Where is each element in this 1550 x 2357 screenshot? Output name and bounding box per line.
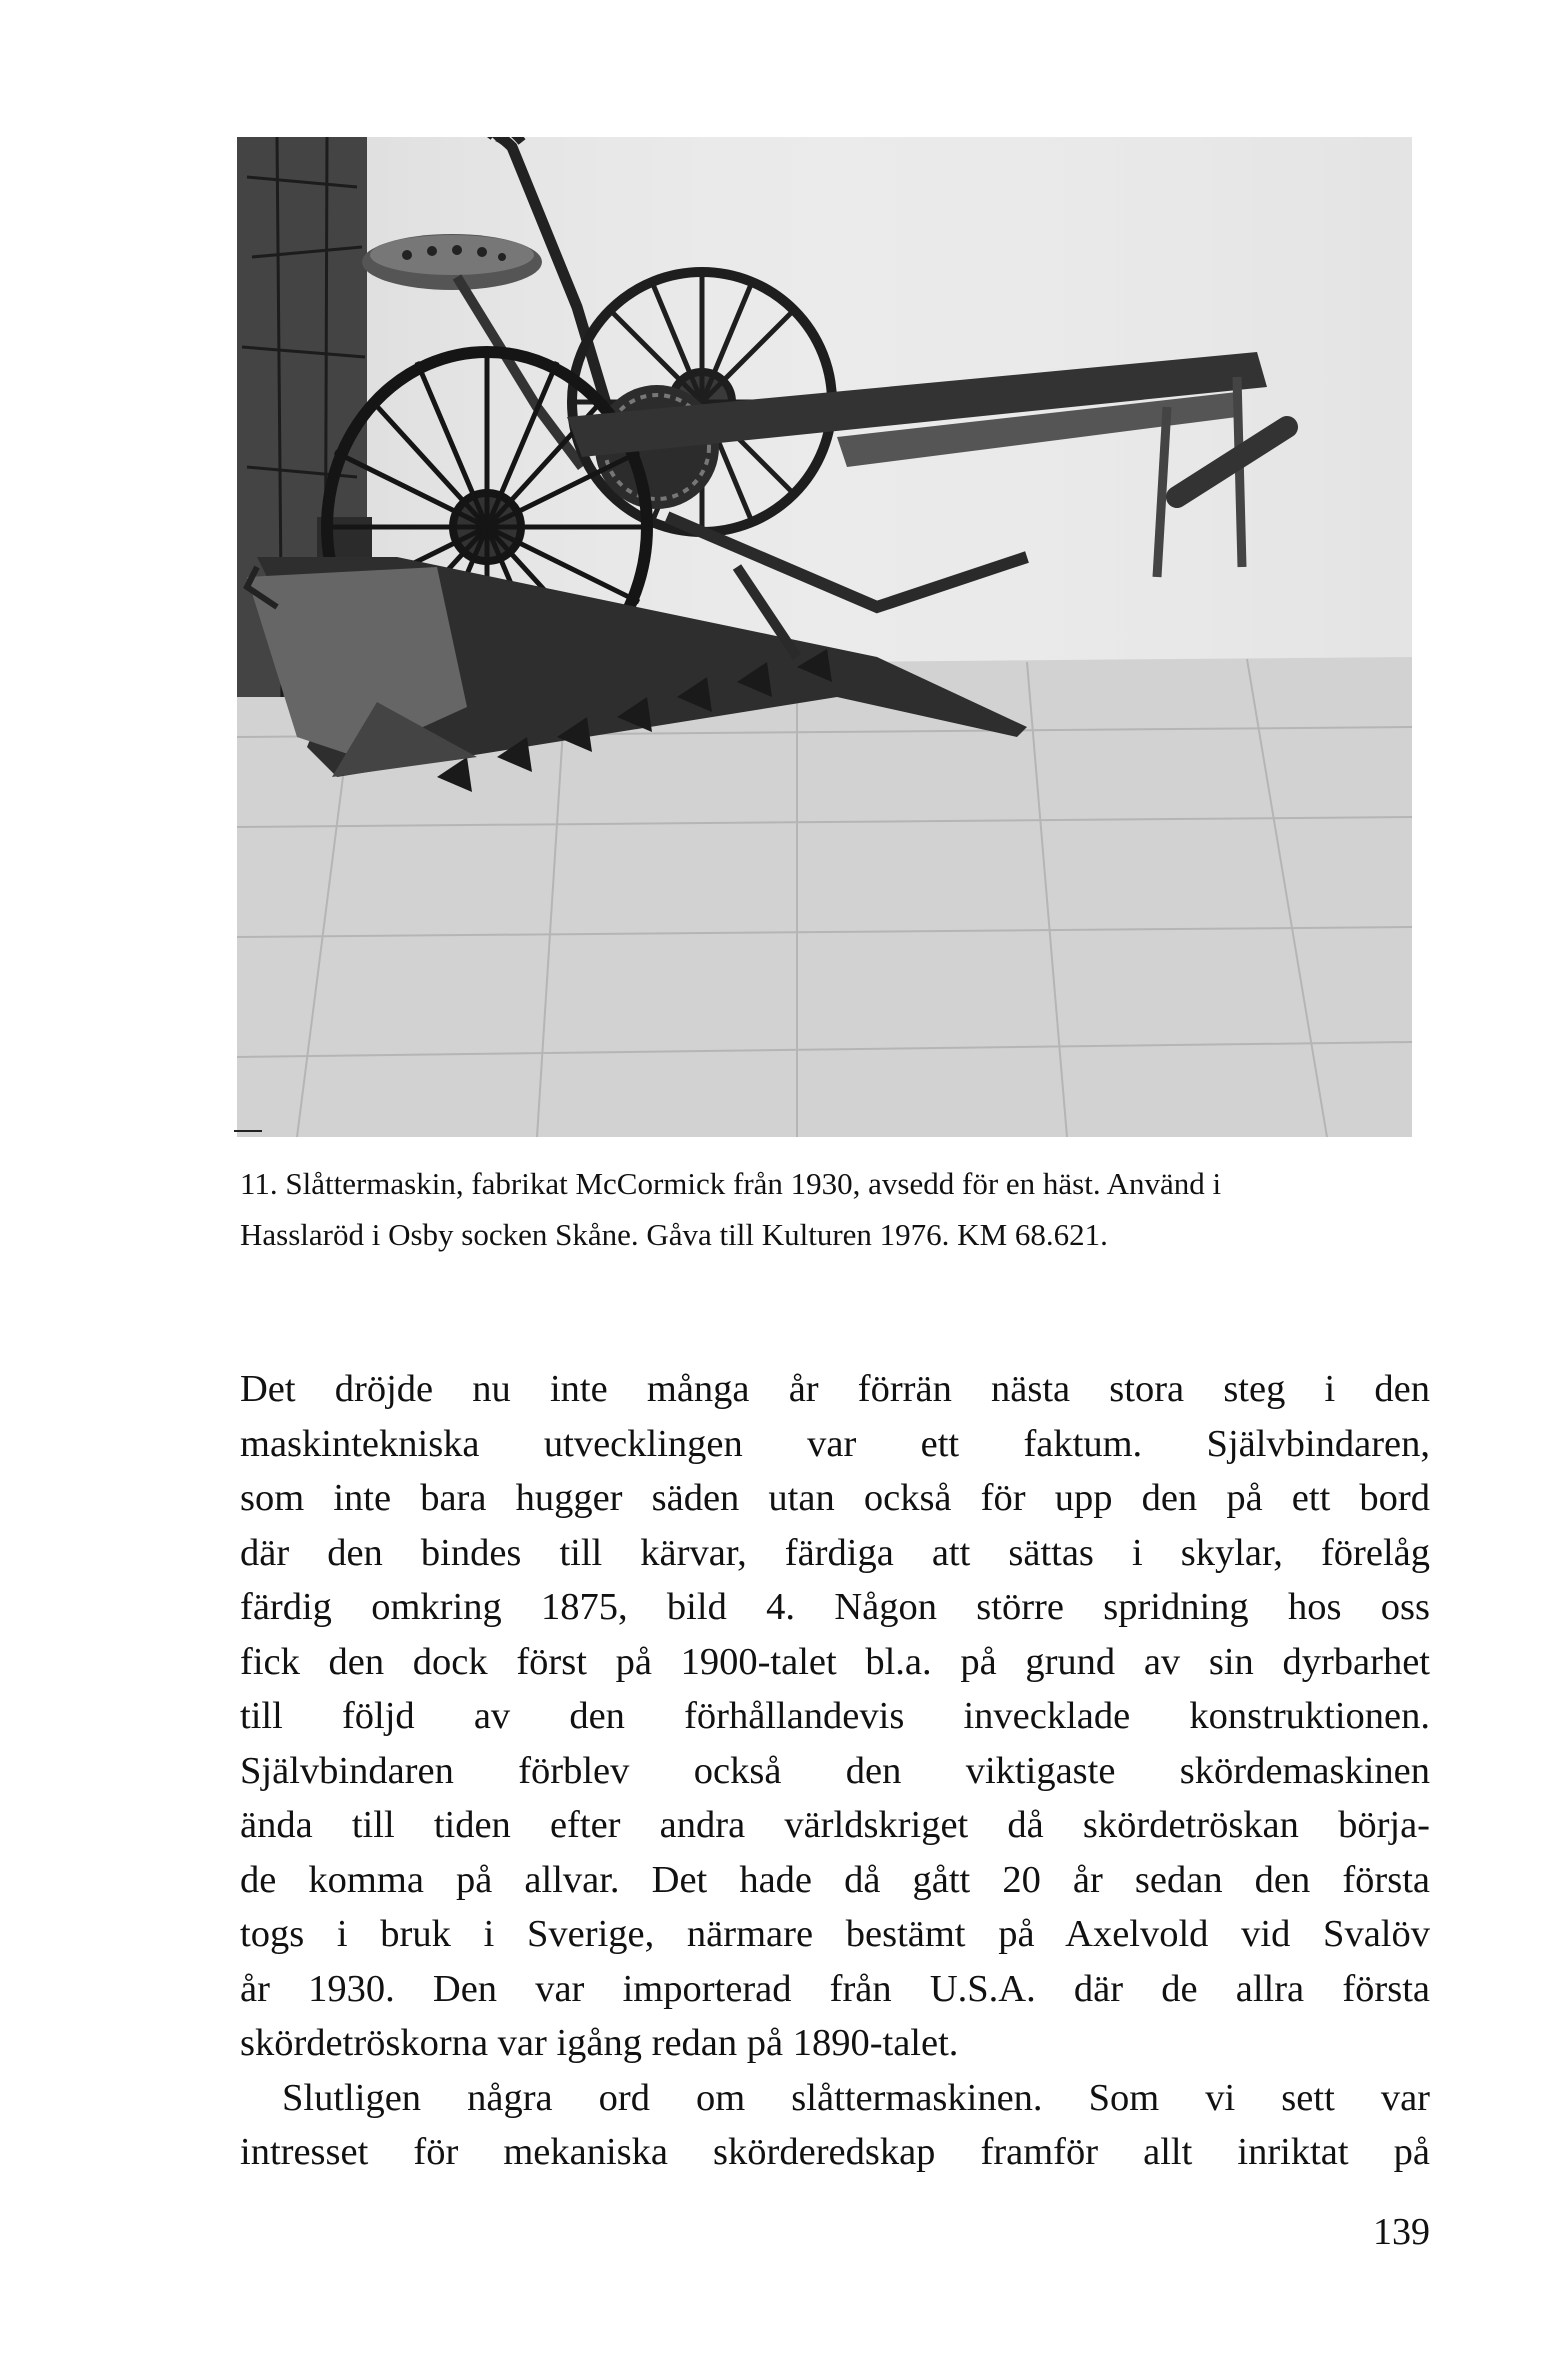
caption-line: 11. Slåttermaskin, fabrikat McCormick från 1930, avsedd för en häst. Använd i: [240, 1166, 1222, 1201]
figure-caption: [240, 1158, 1440, 1260]
body-line: ända till tiden efter andra världskriget då skördetröskan börja-: [240, 1804, 1430, 1846]
body-line: togs i bruk i Sverige, närmare bestämt på Axelvold vid Svalöv: [240, 1913, 1430, 1955]
body-line: fick den dock först på 1900-talet bl.a. på grund av sin dyrbarhet: [240, 1640, 1430, 1683]
body-line: till följd av den förhållandevis invecklade konstruktionen.: [240, 1695, 1430, 1737]
page-number: 139: [1373, 2211, 1430, 2253]
body-line: år 1930. Den var importerad från U.S.A. där de allra första: [240, 1967, 1430, 2010]
body-line: Slutligen några ord om slåttermaskinen. Som vi sett var: [282, 2076, 1430, 2119]
body-line: skördetröskorna var igång redan på 1890-talet.: [240, 2022, 959, 2064]
photo-rule: [234, 1130, 262, 1132]
body-text: [240, 1362, 1430, 2180]
body-line: Självbindaren förblev också den viktigaste skördemaskinen: [240, 1749, 1430, 1792]
body-line: där den bindes till kärvar, färdiga att sättas i skylar, förelåg: [240, 1531, 1430, 1574]
caption-line: Hasslaröd i Osby socken Skåne. Gåva till Kulturen 1976. KM 68.621.: [240, 1217, 1108, 1252]
mowing-machine-illustration: [237, 137, 1412, 1137]
body-line: intresset för mekaniska skörderedskap framför allt inriktat på: [240, 2131, 1430, 2173]
body-line: som inte bara hugger säden utan också för upp den på ett bord: [240, 1477, 1430, 1519]
body-line: maskintekniska utvecklingen var ett faktum. Självbindaren,: [240, 1422, 1430, 1465]
mowing-machine-photo: [237, 137, 1412, 1137]
body-line: färdig omkring 1875, bild 4. Någon större spridning hos oss: [240, 1586, 1430, 1628]
body-line: de komma på allvar. Det hade då gått 20 år sedan den första: [240, 1858, 1430, 1901]
body-line: Det dröjde nu inte många år förrän nästa stora steg i den: [240, 1368, 1430, 1410]
